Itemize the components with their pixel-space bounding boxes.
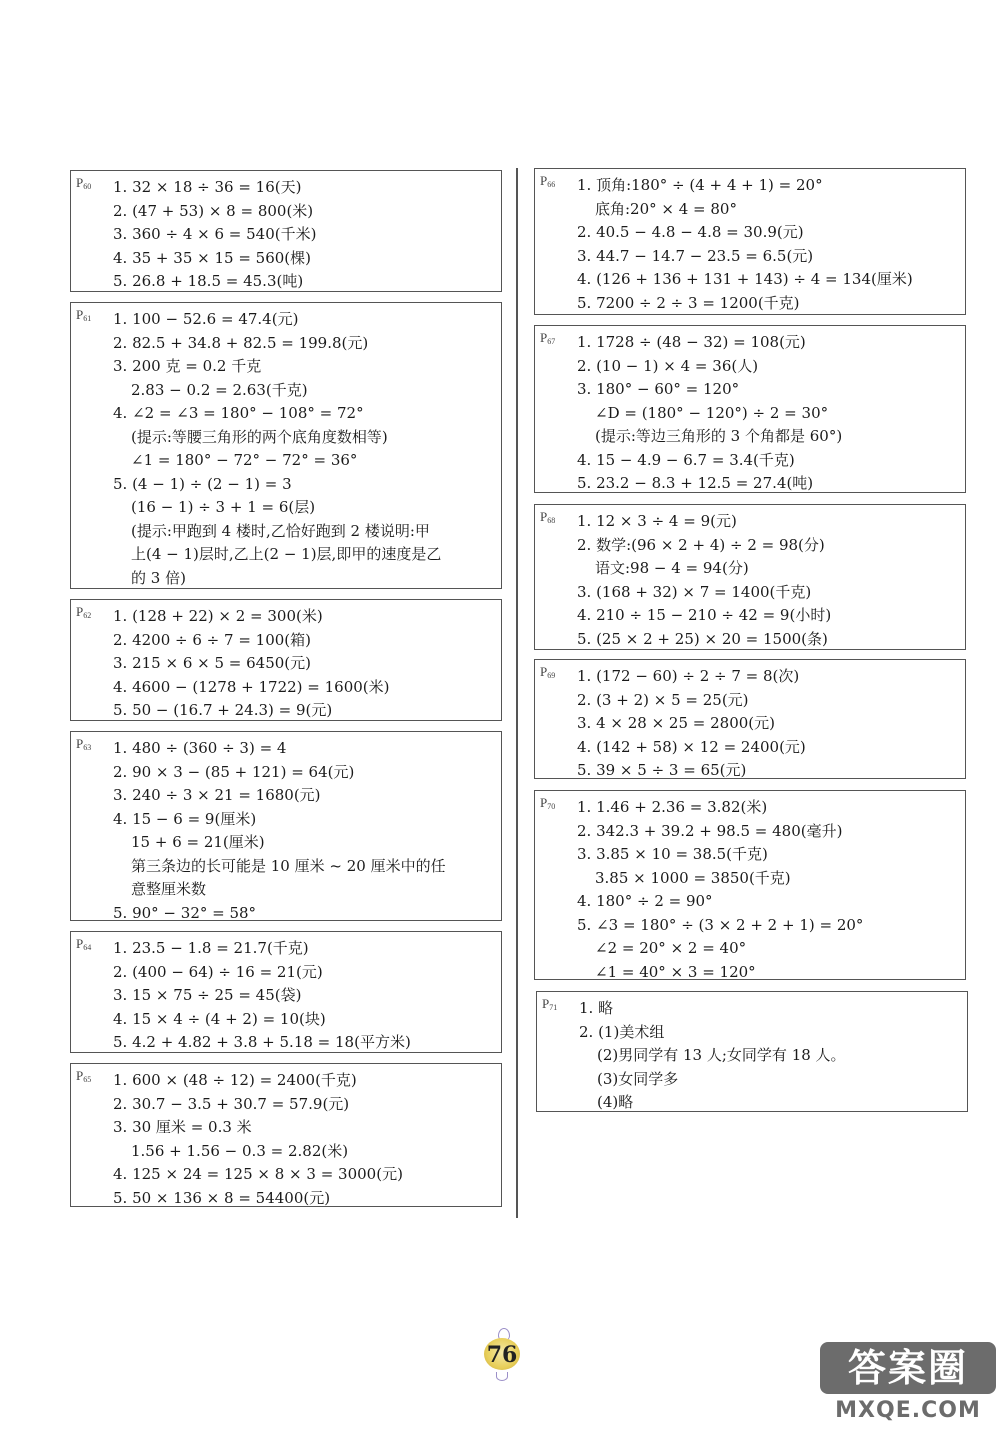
- answer-line: 上(4 − 1)层时,乙上(2 − 1)层,即甲的速度是乙: [131, 545, 442, 563]
- answer-line: 1. (172 − 60) ÷ 2 ÷ 7 = 8(次): [577, 667, 800, 685]
- answer-line: 4. ∠2 = ∠3 = 180° − 108° = 72°: [113, 404, 364, 422]
- swirl-icon: [496, 1372, 508, 1381]
- answer-line: 3.85 × 1000 = 3850(千克): [595, 868, 791, 887]
- answer-line: 2. (1)美术组: [579, 1022, 665, 1041]
- answer-line: 1. 1728 ÷ (48 − 32) = 108(元): [577, 333, 806, 351]
- answer-line: (4)略: [597, 1093, 634, 1111]
- answer-line: 4. 15 − 6 = 9(厘米): [113, 809, 257, 828]
- answer-line: 3. 15 × 75 ÷ 25 = 45(袋): [113, 986, 302, 1004]
- answer-line: 4. 35 + 35 × 15 = 560(棵): [113, 248, 311, 267]
- answer-lines: [71, 737, 497, 925]
- answer-lines: [71, 176, 497, 294]
- answer-box-p61: [70, 302, 502, 589]
- answer-box-p63: [70, 731, 502, 921]
- answer-line: 5. 39 × 5 ÷ 3 = 65(元): [577, 761, 747, 779]
- answer-lines: [537, 997, 963, 1115]
- answer-line: 2. 342.3 + 39.2 + 98.5 = 480(毫升): [577, 821, 843, 840]
- page-label-number: 66: [547, 180, 556, 189]
- page-label-number: 70: [547, 802, 556, 811]
- page-label: $P_{61}$: [76, 307, 92, 323]
- page-label: $P_{70}$: [540, 795, 556, 811]
- answer-line: 语文:98 − 4 = 94(分): [595, 559, 749, 577]
- answer-line: 5. 26.8 + 18.5 = 45.3(吨): [113, 272, 304, 290]
- answer-line: 4. 180° ÷ 2 = 90°: [577, 892, 713, 910]
- answer-line: 1. 23.5 − 1.8 = 21.7(千克): [113, 939, 309, 957]
- answer-line: 3. 240 ÷ 3 × 21 = 1680(元): [113, 786, 321, 804]
- page-label-number: 69: [547, 671, 556, 680]
- page-number-text: 76: [486, 1342, 518, 1368]
- answer-line: 1.56 + 1.56 − 0.3 = 2.82(米): [131, 1141, 349, 1160]
- page-label: $P_{64}$: [76, 936, 92, 952]
- page-label: $P_{65}$: [76, 1068, 92, 1084]
- answer-line: 1. 1.46 + 2.36 = 3.82(米): [577, 798, 768, 816]
- answer-lines: [535, 665, 961, 783]
- answer-line: 2. (10 − 1) × 4 = 36(人): [577, 356, 759, 375]
- logo-main-text: 答案圈: [820, 1342, 996, 1394]
- page-label: $P_{71}$: [542, 996, 558, 1012]
- answer-line: (2)男同学有 13 人;女同学有 18 人。: [597, 1046, 846, 1064]
- answer-lines: [535, 796, 961, 984]
- answer-line: 4. (142 + 58) × 12 = 2400(元): [577, 737, 806, 756]
- answer-line: 3. 30 厘米 = 0.3 米: [113, 1118, 252, 1136]
- answer-line: 5. 50 − (16.7 + 24.3) = 9(元): [113, 701, 333, 719]
- answer-box-p70: [534, 790, 966, 980]
- answer-box-p66: [534, 168, 966, 315]
- answer-line: 3. (168 + 32) × 7 = 1400(千克): [577, 582, 812, 601]
- answer-line: 5. 90° − 32° = 58°: [113, 903, 257, 922]
- page-label: $P_{68}$: [540, 509, 556, 525]
- answer-lines: [535, 174, 961, 315]
- answer-box-p69: [534, 659, 966, 779]
- column-divider: [516, 168, 518, 1218]
- answer-line: ∠1 = 180° − 72° − 72° = 36°: [131, 451, 358, 469]
- page-label-number: 63: [83, 743, 92, 752]
- answer-lines: [71, 605, 497, 723]
- answer-line: 2.83 − 0.2 = 2.63(千克): [131, 380, 308, 399]
- answer-lines: [535, 510, 961, 651]
- answer-line: 2. 40.5 − 4.8 − 4.8 = 30.9(元): [577, 223, 804, 241]
- answer-line: (提示:等腰三角形的两个底角度数相等): [131, 427, 388, 446]
- page-label: $P_{63}$: [76, 736, 92, 752]
- answer-line: 2. (47 + 53) × 8 = 800(米): [113, 201, 314, 220]
- page-label: $P_{66}$: [540, 173, 556, 189]
- answer-lines: [71, 308, 497, 590]
- answer-line: 15 + 6 = 21(厘米): [131, 833, 265, 851]
- answer-line: (提示:等边三角形的 3 个角都是 60°): [595, 427, 843, 445]
- answer-line: 第三条边的长可能是 10 厘米 ~ 20 厘米中的任: [131, 856, 446, 875]
- answer-box-p60: [70, 170, 502, 292]
- answer-line: 底角:20° × 4 = 80°: [595, 199, 737, 218]
- page-label: $P_{60}$: [76, 175, 92, 191]
- answer-line: 5. 4.2 + 4.82 + 3.8 + 5.18 = 18(平方米): [113, 1033, 411, 1051]
- answer-line: (提示:甲跑到 4 楼时,乙恰好跑到 2 楼说明:甲: [131, 521, 430, 540]
- answer-line: ∠2 = 20° × 2 = 40°: [595, 939, 747, 957]
- page-label-number: 65: [83, 1075, 92, 1084]
- answer-line: 2. (3 + 2) × 5 = 25(元): [577, 690, 749, 709]
- answer-line: 4. 125 × 24 = 125 × 8 × 3 = 3000(元): [113, 1165, 403, 1183]
- answer-line: 4. 4600 − (1278 + 1722) = 1600(米): [113, 677, 390, 696]
- answer-line: 3. 215 × 6 × 5 = 6450(元): [113, 654, 311, 672]
- logo-url-text: MXQE.COM: [835, 1398, 981, 1423]
- page-number: [478, 1328, 526, 1380]
- page-label-number: 71: [549, 1003, 558, 1012]
- answer-line: 2. (400 − 64) ÷ 16 = 21(元): [113, 962, 323, 981]
- answer-line: 1. 顶角:180° ÷ (4 + 4 + 1) = 20°: [577, 176, 823, 194]
- answer-line: 5. ∠3 = 180° ÷ (3 × 2 + 2 + 1) = 20°: [577, 915, 864, 934]
- page-label-number: 67: [547, 337, 556, 346]
- page-label-number: 62: [83, 611, 92, 620]
- answer-line: 1. 600 × (48 ÷ 12) = 2400(千克): [113, 1071, 357, 1089]
- answer-box-p64: [70, 931, 502, 1053]
- answer-lines: [535, 331, 961, 496]
- answer-line: 1. 100 − 52.6 = 47.4(元): [113, 310, 299, 328]
- answer-line: 3. 180° − 60° = 120°: [577, 380, 740, 398]
- answer-line: 1. 480 ÷ (360 ÷ 3) = 4: [113, 739, 287, 757]
- answer-line: 5. 7200 ÷ 2 ÷ 3 = 1200(千克): [577, 293, 800, 312]
- page-label: $P_{67}$: [540, 330, 556, 346]
- answer-line: 4. 15 − 4.9 − 6.7 = 3.4(千克): [577, 450, 795, 469]
- answer-line: ∠1 = 40° × 3 = 120°: [595, 962, 756, 981]
- answer-line: 5. (4 − 1) ÷ (2 − 1) = 3: [113, 474, 292, 493]
- answer-box-p71: [536, 991, 968, 1112]
- page-label: $P_{69}$: [540, 664, 556, 680]
- page-label-number: 64: [83, 943, 92, 952]
- page-label-number: 60: [83, 182, 92, 191]
- answer-line: 2. 82.5 + 34.8 + 82.5 = 199.8(元): [113, 333, 369, 352]
- answer-line: 1. 12 × 3 ÷ 4 = 9(元): [577, 512, 737, 530]
- answer-line: 3. 3.85 × 10 = 38.5(千克): [577, 845, 768, 863]
- answer-line: 4. 210 ÷ 15 − 210 ÷ 42 = 9(小时): [577, 606, 832, 624]
- page-label: $P_{62}$: [76, 604, 92, 620]
- watermark-logo: [820, 1340, 996, 1426]
- answer-line: ∠D = (180° − 120°) ÷ 2 = 30°: [595, 403, 829, 422]
- answer-line: 3. 44.7 − 14.7 − 23.5 = 6.5(元): [577, 246, 814, 265]
- answer-lines: [71, 1069, 497, 1210]
- answer-line: 4. 15 × 4 ÷ (4 + 2) = 10(块): [113, 1009, 326, 1028]
- answer-line: 的 3 倍): [131, 568, 186, 587]
- answer-line: 2. 4200 ÷ 6 ÷ 7 = 100(箱): [113, 630, 311, 649]
- answer-line: 意整厘米数: [131, 880, 207, 898]
- answer-line: 1. 略: [579, 999, 614, 1017]
- answer-line: 1. 32 × 18 ÷ 36 = 16(天): [113, 178, 302, 196]
- answer-line: (3)女同学多: [597, 1069, 679, 1088]
- answer-line: 5. 23.2 − 8.3 + 12.5 = 27.4(吨): [577, 474, 814, 492]
- answer-box-p67: [534, 325, 966, 493]
- answer-line: 1. (128 + 22) × 2 = 300(米): [113, 607, 323, 625]
- answer-box-p68: [534, 504, 966, 650]
- answer-line: (16 − 1) ÷ 3 + 1 = 6(层): [131, 498, 316, 516]
- answer-line: 2. 数学:(96 × 2 + 4) ÷ 2 = 98(分): [577, 535, 825, 554]
- answer-line: 5. (25 × 2 + 25) × 20 = 1500(条): [577, 629, 828, 648]
- answer-box-p62: [70, 599, 502, 721]
- answer-lines: [71, 937, 497, 1055]
- answer-line: 2. 30.7 − 3.5 + 30.7 = 57.9(元): [113, 1094, 350, 1113]
- answer-line: 4. (126 + 136 + 131 + 143) ÷ 4 = 134(厘米): [577, 270, 913, 288]
- answer-line: 2. 90 × 3 − (85 + 121) = 64(元): [113, 762, 355, 781]
- answer-line: 3. 360 ÷ 4 × 6 = 540(千米): [113, 225, 317, 243]
- page-label-number: 68: [547, 516, 556, 525]
- answer-line: 3. 4 × 28 × 25 = 2800(元): [577, 714, 775, 732]
- page-label-number: 61: [83, 314, 92, 323]
- answer-line: 5. 50 × 136 × 8 = 54400(元): [113, 1188, 331, 1207]
- answer-line: 3. 200 克 = 0.2 千克: [113, 357, 262, 375]
- answer-box-p65: [70, 1063, 502, 1207]
